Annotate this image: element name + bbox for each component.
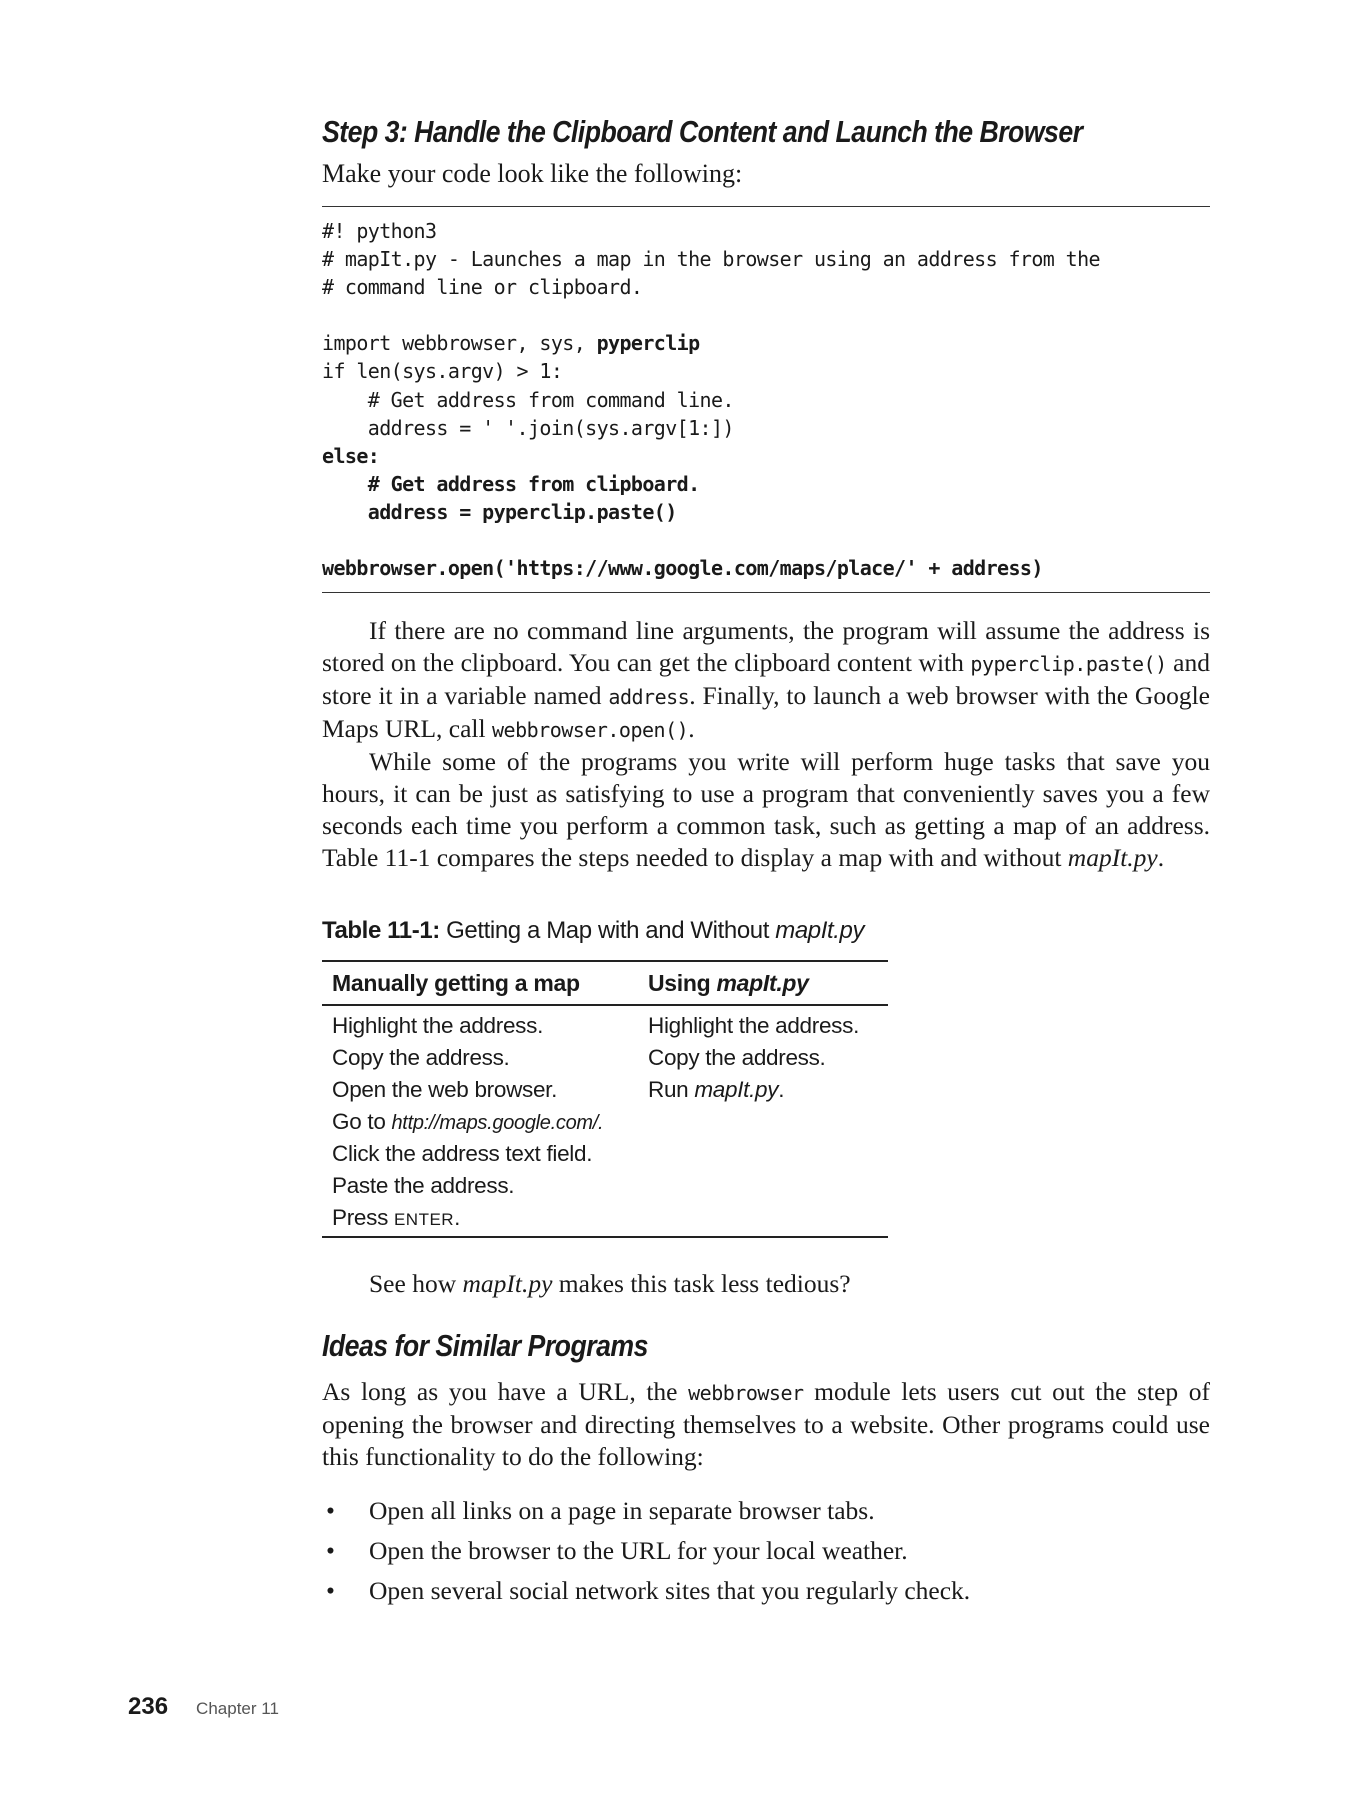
- cell-text: Run: [648, 1077, 695, 1103]
- table-cell: Open the web browser.: [332, 1077, 558, 1103]
- inline-code: webbrowser.open(): [491, 718, 689, 743]
- code-line: if len(sys.argv) > 1:: [322, 359, 563, 384]
- text: .: [1157, 843, 1165, 873]
- code-line: [322, 329, 1210, 357]
- code-blank-line: [322, 526, 1210, 554]
- table-cell: Highlight the address.: [648, 1013, 860, 1039]
- body-paragraph: [322, 1376, 1210, 1473]
- text: .: [688, 714, 695, 744]
- list-item: [322, 1571, 1210, 1611]
- cell-text: Press: [332, 1205, 394, 1231]
- code-text-bold: # Get address from clipboard.: [322, 471, 700, 496]
- list-item-text: Open all links on a page in separate browser tabs.: [369, 1496, 875, 1526]
- code-line-bold: [322, 442, 1210, 470]
- list-item-text: Open the browser to the URL for your local weather.: [369, 1536, 908, 1566]
- list-item: [322, 1491, 1210, 1531]
- table-label: Table 11-1:: [322, 917, 440, 945]
- cell-text: .: [454, 1205, 461, 1231]
- page-footer: [128, 1690, 279, 1724]
- code-line: #! python3: [322, 219, 437, 243]
- code-line: # Get address from command line.: [322, 387, 734, 412]
- inline-code: webbrowser: [688, 1381, 804, 1406]
- table-cell: Paste the address.: [332, 1173, 515, 1199]
- text: . Finally, to launch a web browser with the Google Maps URL, call: [322, 681, 1210, 744]
- table-cell: Highlight the address.: [332, 1013, 544, 1039]
- intro-text: Make your code look like the following:: [322, 159, 743, 188]
- chapter-label: Chapter 11: [196, 1699, 279, 1718]
- code-line-bold: [322, 498, 1210, 526]
- code-line-bold: [322, 554, 1210, 582]
- caption-text: Getting a Map with and Without: [439, 917, 776, 945]
- text: and store it in a variable named: [322, 648, 1210, 711]
- key-name: ENTER: [393, 1210, 455, 1230]
- code-text-bold: else:: [322, 443, 380, 468]
- caption-italic: mapIt.py: [775, 917, 865, 945]
- table-body: [322, 1006, 888, 1236]
- table-cell: [332, 1106, 648, 1138]
- page-content: [322, 112, 1210, 1611]
- page-number: 236: [128, 1693, 169, 1720]
- code-line: # command line or clipboard.: [322, 275, 643, 300]
- table-cell: Click the address text field.: [332, 1141, 593, 1167]
- table-cell: [648, 1074, 888, 1106]
- body-paragraph: [322, 615, 1210, 746]
- body-paragraph: [322, 1268, 1210, 1300]
- code-text-bold: pyperclip: [596, 331, 700, 356]
- table-caption: [322, 914, 1210, 948]
- code-text: import webbrowser, sys,: [322, 331, 597, 356]
- table-header-row: [322, 962, 888, 1006]
- bullet-icon: •: [326, 1496, 335, 1526]
- table-header-manual: Manually getting a map: [332, 970, 580, 997]
- table-header-mapit: [648, 962, 888, 1004]
- header-italic: mapIt.py: [716, 970, 809, 997]
- code-blank-line: [322, 301, 1210, 329]
- table-cell: Copy the address.: [332, 1045, 510, 1071]
- comparison-table: [322, 960, 888, 1238]
- text: If there are no command line arguments, the program will assume the address is stored on the clipboard. You can get the clipboard content with: [322, 616, 1210, 678]
- code-listing: [322, 206, 1210, 593]
- url-text: http://maps.google.com/.: [391, 1112, 604, 1135]
- bullet-list: [322, 1491, 1210, 1611]
- cell-text: Go to: [332, 1109, 392, 1135]
- ideas-heading: Ideas for Similar Programs: [322, 1328, 648, 1364]
- table-column-manual: [322, 1010, 648, 1234]
- code-text-bold: address = pyperclip.paste(): [322, 499, 677, 524]
- list-item-text: Open several social network sites that you regularly check.: [369, 1576, 971, 1606]
- inline-code: pyperclip.paste(): [970, 652, 1167, 677]
- body-paragraph: [322, 746, 1210, 874]
- section-heading: Step 3: Handle the Clipboard Content and Launch the Browser: [322, 114, 1083, 149]
- list-item: [322, 1531, 1210, 1571]
- code-text-bold: webbrowser.open('https://www.google.com/maps/place/' + address): [322, 556, 1043, 581]
- text: module lets users cut out the step of opening the browser and directing themselves to a website. Other programs could use this functionality to do the following:: [322, 1377, 1210, 1472]
- italic-text: mapIt.py: [694, 1077, 779, 1103]
- bullet-icon: •: [326, 1576, 335, 1606]
- code-line: # mapIt.py - Launches a map in the browser using an address from the: [322, 247, 1100, 272]
- text: See how: [369, 1269, 463, 1299]
- italic-text: mapIt.py: [1067, 843, 1158, 873]
- italic-text: mapIt.py: [462, 1269, 553, 1299]
- bullet-icon: •: [326, 1536, 335, 1566]
- code-line-bold: [322, 470, 1210, 498]
- text: While some of the programs you write will perform huge tasks that save you hours, it can be just as satisfying to use a program that conveniently saves you a few seconds each time you perform a common task, such as getting a map of an address. Table 11-1 compares the steps needed to display a map with and without: [322, 747, 1210, 873]
- table-cell: Copy the address.: [648, 1045, 826, 1071]
- header-text: Using: [648, 970, 717, 997]
- text: As long as you have a URL, the: [322, 1377, 689, 1407]
- text: makes this task less tedious?: [552, 1269, 851, 1299]
- cell-text: .: [778, 1077, 785, 1103]
- table-column-mapit: [648, 1010, 888, 1234]
- table-cell: [332, 1202, 648, 1234]
- code-line: address = ' '.join(sys.argv[1:]): [322, 415, 734, 440]
- inline-code: address: [608, 685, 690, 710]
